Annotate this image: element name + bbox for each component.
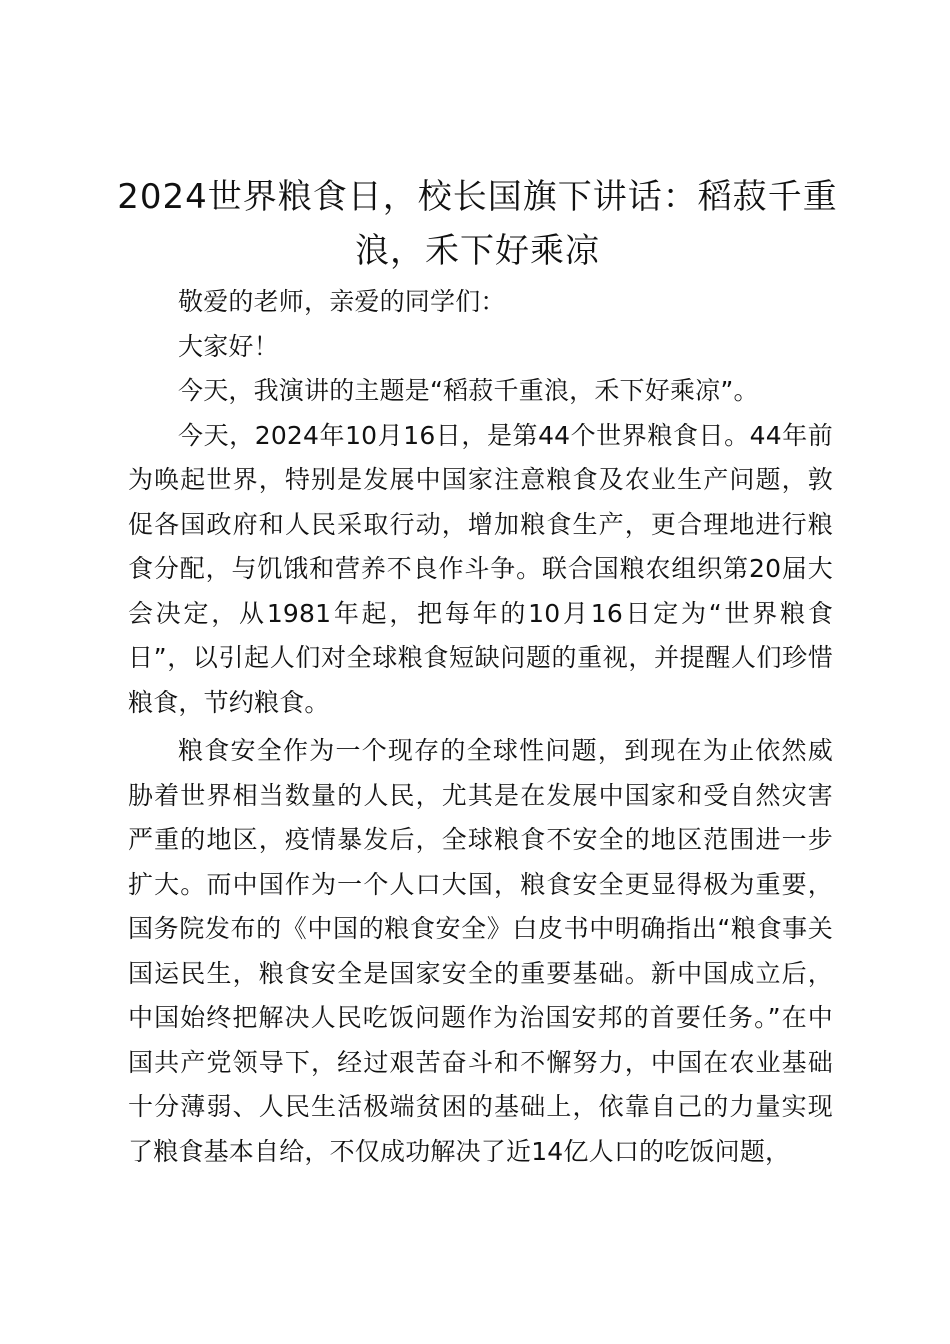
document-title: 2024世界粮食日，校长国旗下讲话：稻菽千重浪，禾下好乘凉: [117, 177, 838, 271]
document-body: [128, 280, 833, 1174]
theme-paragraph: 今天，我演讲的主题是“稻菽千重浪，禾下好乘凉”。: [178, 376, 759, 405]
salutation-paragraph: 敬爱的老师，亲爱的同学们：: [178, 287, 506, 316]
greeting-paragraph: 大家好！: [178, 331, 279, 361]
food-security-paragraph: 粮食安全作为一个现存的全球性问题，到现在为止依然威胁着世界相当数量的人民，尤其是在发展中国家和受自然灾害严重的地区，疫情暴发后，全球粮食不安全的地区范围进一步扩大。而中国作为一个人口大国，粮食安全更显得极为重要，国务院发布的《中国的粮食安全》白皮书中明确指出“粮食事关国运民生，粮食安全是国家安全的重要基础。新中国成立后，中国始终把解决人民吃饭问题作为治国安邦的首要任务。”在中国共产党领导下，经过艰苦奋斗和不懈努力，中国在农业基础十分薄弱、人民生活极端贫困的基础上，依靠自己的力量实现了粮食基本自给，不仅成功解决了近14亿人口的吃饭问题，: [128, 736, 833, 1166]
food-day-paragraph: 今天，2024年10月16日，是第44个世界粮食日。44年前为唤起世界，特别是发展中国家注意粮食及农业生产问题，敦促各国政府和人民采取行动，增加粮食生产，更合理地进行粮食分配，与饥饿和营养不良作斗争。联合国粮农组织第20届大会决定，从1981年起，把每年的10月16日定为“世界粮食日”，以引起人们对全球粮食短缺问题的重视，并提醒人们珍惜粮食，节约粮食。: [128, 420, 833, 717]
